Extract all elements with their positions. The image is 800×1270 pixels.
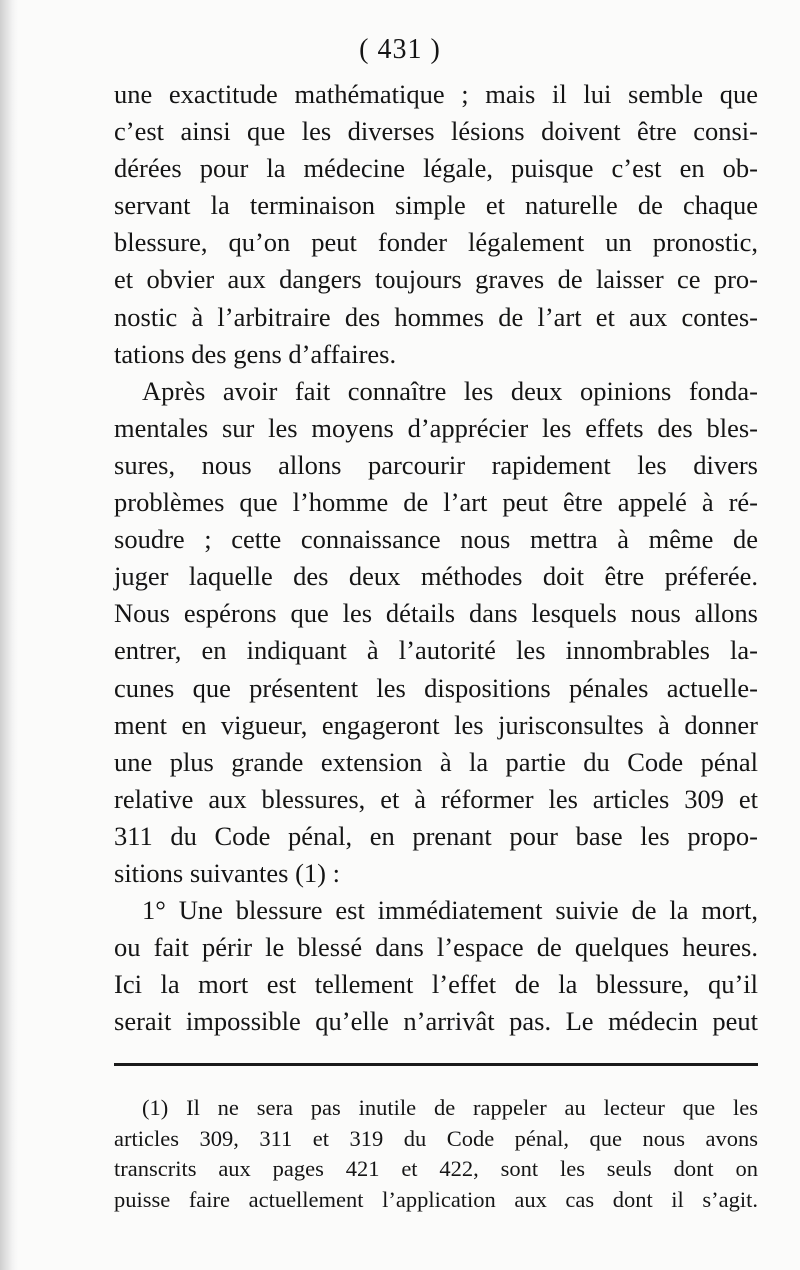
footnote-line: (1) Il ne sera pas inutile de rappeler au lecteur que les [142, 1095, 758, 1120]
text-line: soudre ; cette connaissance nous mettra à même de [114, 524, 758, 555]
footnote-separator-rule [114, 1063, 758, 1066]
text-line: ou fait périr le blessé dans l’espace de quelques heures. [114, 932, 758, 963]
text-line: 1° Une blessure est immédiatement suivie de la mort, [142, 895, 758, 926]
text-line: Après avoir fait connaître les deux opinions fonda- [142, 375, 758, 406]
text-line: une plus grande extension à la partie du Code pénal [114, 746, 758, 777]
footnote-line: puisse faire actuellement l’application aux cas dont il s’agit. [114, 1186, 758, 1212]
text-line: dérées pour la médecine légale, puisque c’est en ob- [114, 153, 758, 184]
text-line: 311 du Code pénal, en prenant pour base les propo- [114, 820, 758, 851]
text-line: sitions suivantes (1) : [114, 857, 340, 888]
text-line: sures, nous allons parcourir rapidement les divers [114, 449, 758, 480]
text-line: serait impossible qu’elle n’arrivât pas. Le médecin peut [114, 1006, 758, 1037]
text-line: servant la terminaison simple et naturelle de chaque [114, 190, 758, 221]
main-text [114, 76, 758, 1040]
text-line: blessure, qu’on peut fonder légalement un pronostic, [114, 227, 758, 258]
text-line: ment en vigueur, engageront les jurisconsultes à donner [114, 709, 758, 740]
text-line: entrer, en indiquant à l’autorité les innombrables la- [114, 635, 758, 666]
text-line: tations des gens d’affaires. [114, 338, 397, 369]
text-line: une exactitude mathématique ; mais il lui semble que [114, 79, 758, 109]
text-line: juger laquelle des deux méthodes doit être préferée. [114, 561, 758, 592]
page-number: ( 431 ) [359, 34, 441, 65]
text-line: Nous espérons que les détails dans lesquels nous allons [114, 598, 758, 629]
text-line: problèmes que l’homme de l’art peut être appelé à ré- [114, 487, 758, 518]
footnote-line: articles 309, 311 et 319 du Code pénal, que nous avons [114, 1125, 758, 1151]
footnote [114, 1093, 758, 1215]
text-line: cunes que présentent les dispositions pénales actuelle- [114, 672, 758, 703]
text-line: Ici la mort est tellement l’effet de la blessure, qu’il [114, 969, 758, 1000]
gutter-shadow [0, 0, 18, 1270]
text-line: nostic à l’arbitraire des hommes de l’art et aux contes- [114, 301, 758, 332]
text-line: mentales sur les moyens d’apprécier les effets des bles- [114, 412, 758, 443]
text-line: c’est ainsi que les diverses lésions doivent être consi- [114, 116, 758, 147]
text-line: et obvier aux dangers toujours graves de laisser ce pro- [114, 264, 758, 295]
footnote-line: transcrits aux pages 421 et 422, sont les seuls dont on [114, 1156, 758, 1181]
text-line: relative aux blessures, et à réformer les articles 309 et [114, 783, 758, 814]
